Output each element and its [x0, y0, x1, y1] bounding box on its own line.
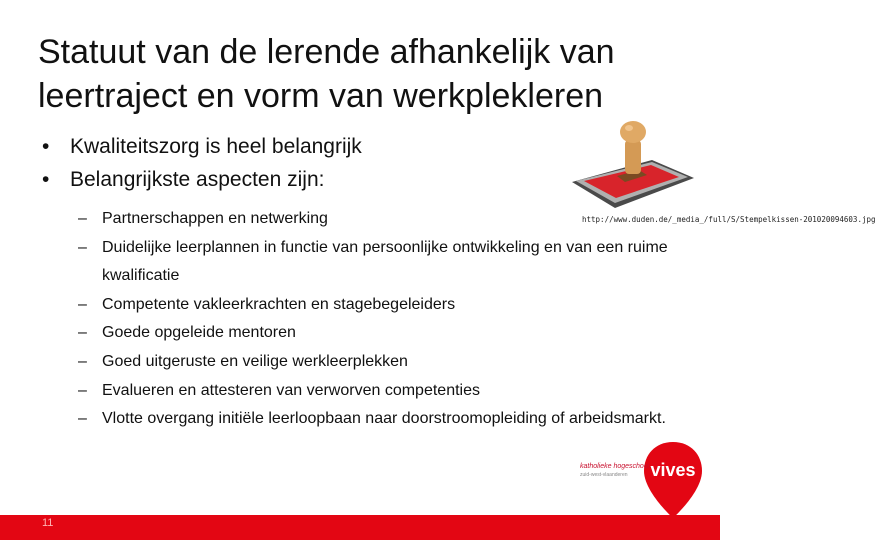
sub-bullet-item [78, 291, 678, 320]
sub-bullet-item [78, 348, 678, 377]
sub-bullet-text: Goed uitgeruste en veilige werkleerplekken [102, 352, 408, 370]
dash-marker: – [78, 352, 87, 370]
stamp-image [567, 112, 697, 212]
dash-marker: – [78, 238, 87, 256]
footer-bar [0, 515, 720, 540]
bullet-marker: • [42, 168, 50, 191]
sub-bullet-text: Evalueren en attesteren van verworven competenties [102, 381, 480, 399]
stamp-knob [620, 121, 646, 143]
dash-marker: – [78, 210, 87, 227]
logo-tagline: katholieke hogeschool [580, 463, 650, 470]
bullet-text: Belangrijkste aspecten zijn: [70, 168, 325, 191]
dash-marker: – [78, 324, 87, 342]
dash-marker: – [78, 410, 87, 428]
image-caption: http://www.duden.de/_media_/full/S/Stempelkissen-201020094603.jpg [582, 215, 876, 224]
bullet-text: Kwaliteitszorg is heel belangrijk [70, 135, 362, 158]
sub-bullet-list [78, 205, 678, 434]
sub-bullet-item [78, 377, 678, 406]
page-number: 11 [42, 517, 54, 529]
logo-brand: vives [650, 460, 696, 480]
sub-bullet-text: Competente vakleerkrachten en stagebegeleiders [102, 295, 456, 313]
dash-marker: – [78, 295, 87, 313]
sub-bullet-item [78, 319, 678, 348]
sub-bullet-item [78, 405, 678, 434]
sub-bullet-text: Partnerschappen en netwerking [102, 210, 328, 227]
logo-pin-icon [642, 440, 704, 520]
sub-bullet-text: Vlotte overgang initiële leerloopbaan naar doorstroomopleiding of arbeidsmarkt. [102, 410, 666, 428]
dash-marker: – [78, 381, 87, 399]
slide-title: Statuut van de lerende afhankelijk van leertraject en vorm van werkplekleren [38, 33, 615, 115]
sub-bullet-text: Duidelijke leerplannen in functie van persoonlijke ontwikkeling en van een ruime kwalificatie [102, 238, 668, 285]
sub-bullet-text: Goede opgeleide mentoren [102, 324, 296, 342]
logo-subline: zuid-west-vlaanderen [580, 472, 628, 478]
bullet-marker: • [42, 135, 50, 158]
sub-bullet-item [78, 234, 678, 291]
stamp-handle [625, 140, 641, 174]
